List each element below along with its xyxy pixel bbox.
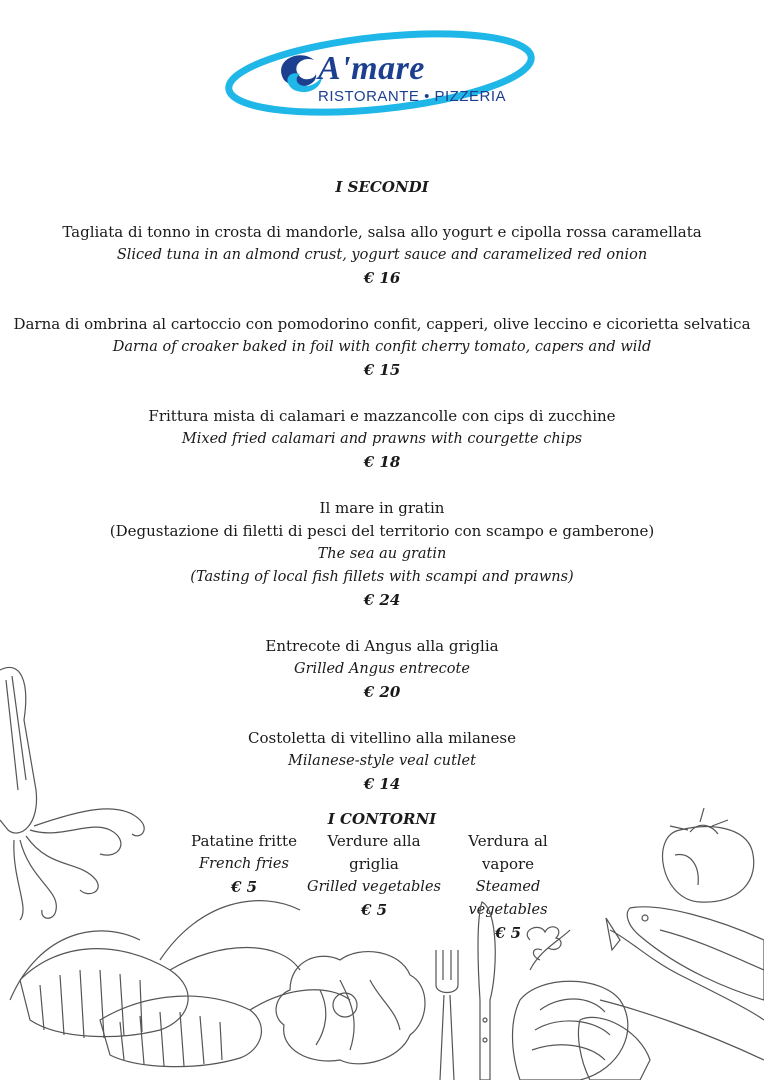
dish-price: € 18	[363, 453, 401, 471]
sketch-illustrations	[0, 640, 764, 1080]
dish-name-en: The sea au gratin	[317, 546, 447, 562]
side-name-it: Verdure alla griglia	[327, 832, 421, 873]
dish-name-en: Milanese-style veal cutlet	[288, 753, 476, 769]
prawn-icon	[100, 990, 350, 1067]
dish-name-it: Frittura mista di calamari e mazzancolle con cips di zucchine	[148, 407, 616, 425]
side-name-en: Steamed vegetables	[468, 879, 548, 918]
salmon-steak-icon	[513, 981, 651, 1080]
dish-name-it: Tagliata di tonno in crosta di mandorle, salsa allo yogurt e cipolla rossa caramellata	[62, 223, 702, 241]
dish-item	[0, 405, 764, 474]
dish-name-it: Darna di ombrina al cartoccio con pomodorino confit, capperi, olive leccino e cicorietta selvatica	[13, 315, 751, 333]
section-title-contorni: I CONTORNI	[327, 810, 437, 828]
herb-icon	[527, 927, 570, 970]
dish-description-en: (Tasting of local fish fillets with scampi and prawns)	[190, 569, 574, 585]
section-title-secondi: I SECONDI	[335, 178, 429, 196]
fish-icon	[600, 907, 764, 1060]
side-name-en: French fries	[199, 856, 289, 872]
dish-name-en: Darna of croaker baked in foil with confit cherry tomato, capers and wild	[112, 339, 652, 355]
dish-price: € 14	[363, 775, 401, 793]
dish-name-it: Il mare in gratin	[319, 499, 445, 517]
dish-price: € 20	[363, 683, 401, 701]
dish-price: € 16	[363, 269, 401, 287]
cutlery-icon	[436, 902, 495, 1080]
prawn-icon	[10, 901, 300, 1038]
logo-subtitle: RISTORANTE • PIZZERIA	[318, 88, 506, 105]
dish-item	[0, 497, 764, 612]
side-name-it: Patatine fritte	[191, 832, 297, 850]
dish-name-it: Entrecote di Angus alla griglia	[265, 637, 499, 655]
side-name-it: Verdura al vapore	[468, 832, 548, 873]
side-price: € 5	[360, 901, 388, 919]
side-name-en: Grilled vegetables	[307, 879, 441, 895]
side-price: € 5	[230, 878, 258, 896]
logo-title: A'mare	[318, 50, 425, 87]
dish-description-it: (Degustazione di filetti di pesci del territorio con scampo e gamberone)	[109, 522, 655, 540]
dish-price: € 24	[363, 591, 401, 609]
dish-name-en: Grilled Angus entrecote	[294, 661, 470, 677]
tomato-icon	[663, 808, 754, 902]
dish-name-en: Mixed fried calamari and prawns with courgette chips	[181, 431, 583, 447]
dish-name-it: Costoletta di vitellino alla milanese	[247, 729, 517, 747]
dish-price: € 15	[363, 361, 401, 379]
side-price: € 5	[494, 924, 522, 942]
squid-icon	[0, 667, 144, 920]
dish-item	[0, 313, 764, 382]
dish-name-en: Sliced tuna in an almond crust, yogurt sauce and caramelized red onion	[116, 247, 648, 263]
dish-item	[0, 221, 764, 290]
